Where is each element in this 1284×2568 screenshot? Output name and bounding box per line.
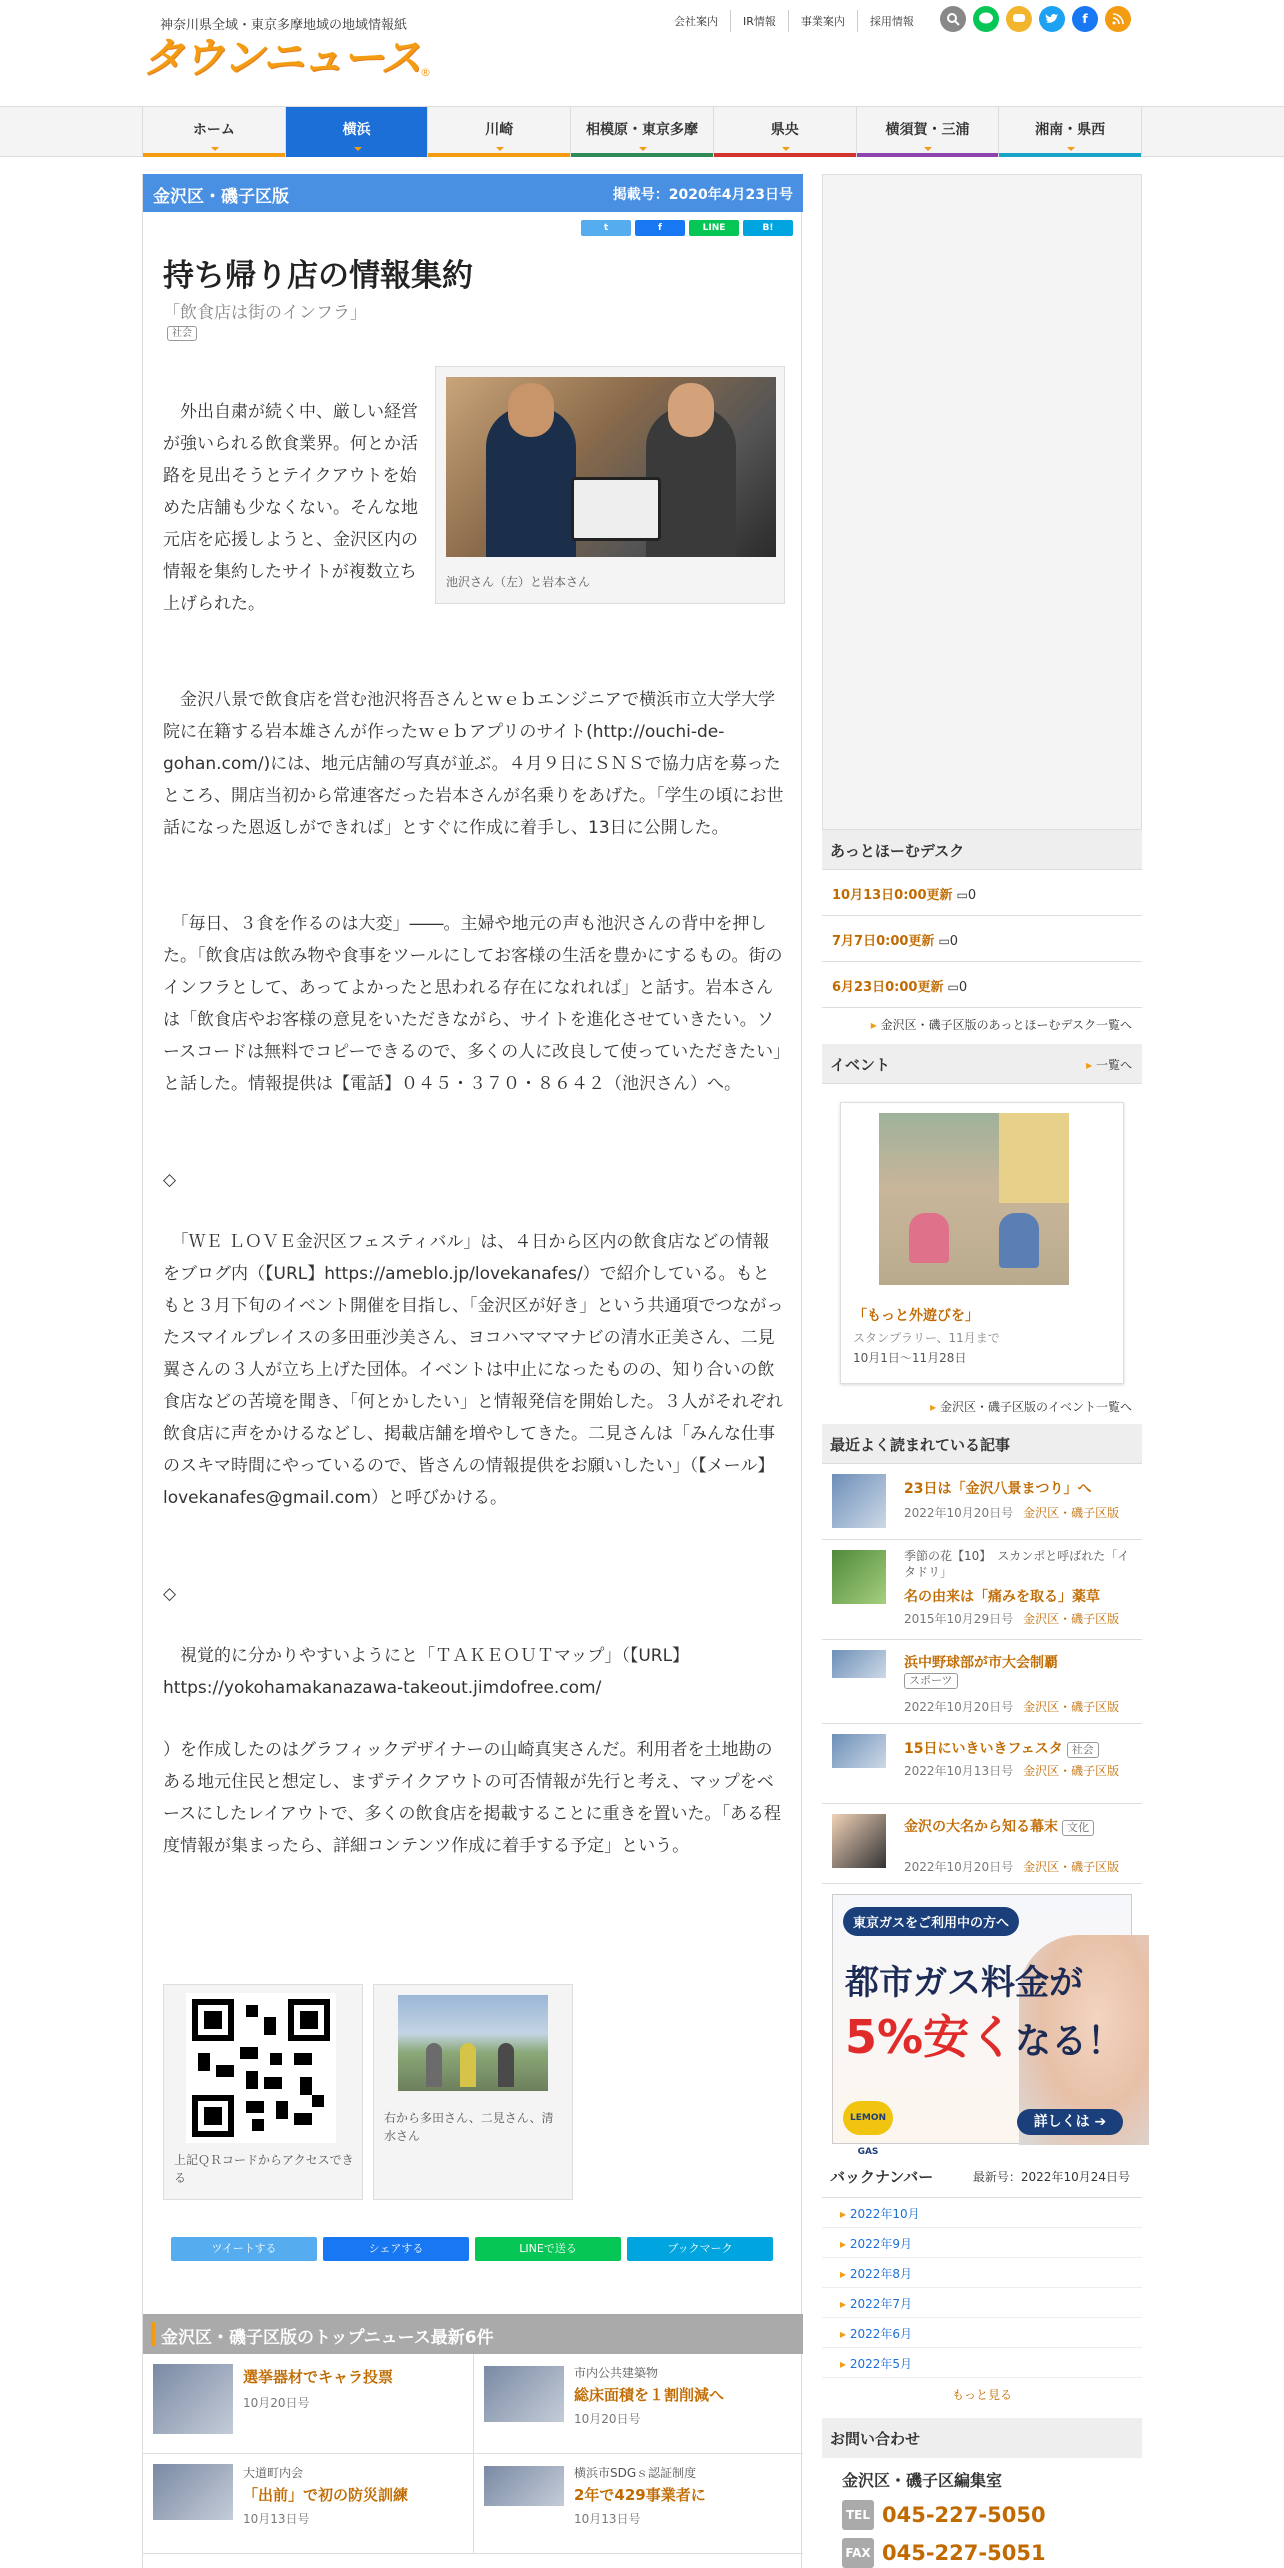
category-tag[interactable]: 社会 <box>167 326 197 341</box>
ranking-title <box>904 1652 1134 1689</box>
nav-shonan[interactable] <box>999 107 1142 157</box>
ranking-issue: 2022年10月20日号 <box>904 1860 1014 1874</box>
ranking-issue: 2022年10月13日号 <box>904 1764 1014 1778</box>
ranking-item[interactable] <box>822 1804 1142 1884</box>
ranking-title: 23日は「金沢八景まつり」へ <box>904 1481 1092 1497</box>
news-item[interactable] <box>143 2454 473 2554</box>
ranking-tag: 社会 <box>1067 1742 1099 1758</box>
link-recruit[interactable]: 採用情報 <box>869 15 914 28</box>
event-meta: スタンプラリー、11月まで <box>853 1331 1000 1345</box>
article-photo-box <box>435 366 785 604</box>
lemon-gas-logo: LEMON GAS <box>843 2101 893 2135</box>
backnumber-item[interactable]: ▸ 2022年6月 <box>822 2318 1142 2348</box>
comment-icon: ▭ <box>938 934 950 948</box>
gas-advertisement[interactable] <box>832 1894 1132 2157</box>
tel-label: TEL <box>842 2500 874 2530</box>
ad-headline-1: 都市ガス料金が <box>845 1963 1083 2003</box>
ranking-title-text: 金沢の大名から知る幕末 <box>904 1819 1058 1835</box>
figure <box>426 2043 442 2087</box>
atto-date: 6月23日0:00更新 <box>832 980 944 995</box>
ranking-thumbnail <box>832 1814 886 1868</box>
article-paragraph: 「ＷＥ ＬＯＶＥ金沢区フェスティバル」は、４日から区内の飲食店などの情報をブログ内（【URL】https://ameblo.jp/lovekanafes/）で紹介している。もともと３月下旬のイベント開催を目指し、「金沢区が好き」という共通項でつながったスマイルプレイスの多田亜沙美さん、ヨコハマママナビの清水正美さん、二見翼さんの３人が立ち上げた団体。イベントは中止になったものの、知り合いの飲食店などの苦境を聞き、「何とかしたい」と情報発信を開始した。３人がそれぞれ飲食店に声をかけるなどし、掲載店舗を増やしてきた。二見さんは「みんな仕事のスキマ時間にやっているので、皆さんの情報提供をお願いしたい」（【メール】lovekanafes@gmail.com）と呼びかける。 <box>163 1232 784 1508</box>
nav-home[interactable] <box>142 107 286 157</box>
twitter-icon[interactable] <box>1039 6 1065 32</box>
fax-label: FAX <box>842 2538 874 2568</box>
nav-kenou[interactable] <box>714 107 857 157</box>
child <box>909 1213 949 1263</box>
line-icon[interactable] <box>973 6 999 32</box>
ranking-heading <box>822 1424 1142 1464</box>
nav-color-bar <box>714 153 856 157</box>
tweet-button[interactable]: ツイートする <box>171 2237 317 2261</box>
chat-icon[interactable] <box>1006 6 1032 32</box>
ranking-title: 名の由来は「痛みを取る」薬草 <box>904 1589 1100 1605</box>
atto-date: 7月7日0:00更新 <box>832 934 935 949</box>
nav-label: ホーム <box>192 122 235 138</box>
ranking-edition: 金沢区・磯子区版 <box>1023 1700 1120 1714</box>
ranking-date <box>904 1610 1119 1627</box>
photo2-box <box>373 1984 573 2200</box>
ranking-edition: 金沢区・磯子区版 <box>1023 1764 1120 1778</box>
caret-icon <box>496 147 504 151</box>
line-send-button[interactable]: LINEで送る <box>475 2237 621 2261</box>
news-thumbnail <box>153 2464 233 2520</box>
article-paragraph: 金沢八景で飲食店を営む池沢将吾さんとｗｅｂエンジニアで横浜市立大学大学院に在籍する岩本雄さんが作ったｗｅｂアプリのサイト(http://ouchi-de-gohan.com/)には、地元店舗の写真が並ぶ。４月９日にＳＮＳで協力店を募ったところ、開店当初から常連客だった岩本さんが名乗りをあげた。「学生の頃にお世話になった恩返しができれば」とすぐに作成に着手し、13日に公開した。 <box>163 690 784 838</box>
contact-tel <box>842 2500 1046 2530</box>
tel-number[interactable]: 045-227-5050 <box>882 2503 1046 2527</box>
news-title: 2年で429事業者に <box>574 2486 706 2504</box>
news-thumbnail <box>153 2364 233 2434</box>
nav-sagamihara[interactable] <box>571 107 714 157</box>
news-item[interactable] <box>473 2354 803 2454</box>
caret-icon <box>639 147 647 151</box>
nav-color-bar <box>143 153 285 157</box>
event-photo <box>879 1113 1069 1285</box>
qr-code <box>186 1993 336 2143</box>
takeout-map-url[interactable]: https://yokohamakanazawa-takeout.jimdofree.com/ <box>163 1678 602 1698</box>
nav-color-bar <box>571 153 713 157</box>
comment-count: 0 <box>958 980 968 995</box>
child <box>999 1213 1039 1268</box>
news-title: 総床面積を１割削減へ <box>574 2386 725 2404</box>
photo2-caption: 右から多田さん、二見さん、清水さん <box>384 2111 554 2143</box>
atto-home-heading <box>822 830 1142 870</box>
social-icons <box>940 6 1131 32</box>
ranking-date <box>904 1698 1119 1715</box>
share-mini-bar <box>581 220 793 236</box>
ranking-tag: スポーツ <box>904 1673 958 1689</box>
atto-home-item[interactable] <box>822 870 1142 916</box>
news-kicker: 横浜市SDGｓ認証制度 <box>574 2466 697 2480</box>
site-tagline: 神奈川県全域・東京多摩地域の地域情報紙 <box>160 18 408 33</box>
event-dates: 10月1日～11月28日 <box>853 1351 967 1365</box>
publication-date: 掲載号：2020年4月23日号 <box>612 187 793 203</box>
edition-name: 金沢区・磯子区版 <box>153 187 289 207</box>
sidebar <box>822 174 1142 2568</box>
nav-color-bar <box>857 153 999 157</box>
comment-icon: ▭ <box>947 980 959 994</box>
atto-home-list-link[interactable]: ▸ 金沢区・磯子区版のあっとほーむデスク一覧へ <box>871 1016 1132 1033</box>
rss-icon[interactable] <box>1105 6 1131 32</box>
backnumber-item[interactable]: ▸ 2022年5月 <box>822 2348 1142 2378</box>
nav-label: 川崎 <box>485 122 514 138</box>
top-links <box>662 10 926 32</box>
ranking-heading-label: 最近よく読まれている記事 <box>830 1436 1011 1454</box>
ranking-edition: 金沢区・磯子区版 <box>1023 1612 1120 1626</box>
news-kicker: 大道町内会 <box>243 2466 304 2480</box>
event-more-link[interactable]: ▸ 一覧へ <box>1086 1056 1132 1073</box>
ranking-thumbnail <box>832 1734 886 1768</box>
nav-yokohama[interactable] <box>286 107 429 157</box>
ranking-title-text: 15日にいきいきフェスタ <box>904 1741 1063 1757</box>
ad-discount: 5%安く <box>845 2010 1016 2064</box>
share-twitter-mini[interactable]: t <box>581 220 631 236</box>
article-photo[interactable] <box>446 377 776 557</box>
ad-details-button[interactable]: 詳しくは ➔ <box>1017 2109 1123 2135</box>
person-right-head <box>668 383 714 437</box>
backnumber-more-link[interactable]: もっと見る <box>951 2388 1012 2402</box>
figure <box>460 2043 476 2087</box>
nav-label: 湘南・県西 <box>1035 122 1106 138</box>
site-header <box>0 0 1284 106</box>
figure <box>498 2043 514 2087</box>
facebook-share-button[interactable]: シェアする <box>323 2237 469 2261</box>
tree <box>999 1113 1069 1203</box>
comment-count: 0 <box>949 934 959 949</box>
person-left-head <box>508 383 554 437</box>
nav-color-bar <box>428 153 570 157</box>
logo-text: タウンニュース <box>142 33 420 82</box>
atto-home-heading-label: あっとほーむデスク <box>830 842 965 860</box>
nav-color-bar <box>999 153 1141 157</box>
atto-home-item[interactable] <box>822 916 1142 962</box>
event-title: 「もっと外遊びを」 <box>853 1308 979 1324</box>
news-thumbnail <box>484 2366 564 2422</box>
backnumber-item[interactable]: ▸ 2022年7月 <box>822 2288 1142 2318</box>
backnumber-item[interactable]: ▸ 2022年8月 <box>822 2258 1142 2288</box>
nav-yokosuka[interactable] <box>857 107 1000 157</box>
event-card[interactable] <box>840 1102 1124 1384</box>
caret-icon <box>1067 147 1075 151</box>
contact-heading: お問い合わせ <box>822 2418 1142 2458</box>
ad-badge: 東京ガスをご利用中の方へ <box>843 1907 1019 1936</box>
ranking-item[interactable] <box>822 1540 1142 1640</box>
ad-headline-2 <box>845 2001 1123 2067</box>
caret-icon <box>354 147 362 151</box>
share-buttons <box>171 2237 773 2261</box>
ranking-item[interactable] <box>822 1640 1142 1724</box>
comment-count: 0 <box>967 888 977 903</box>
nav-label: 横浜 <box>342 122 371 138</box>
news-date: 10月13日号 <box>243 2512 310 2526</box>
share-hatena-mini[interactable]: B! <box>743 220 793 236</box>
qr-box <box>163 1984 363 2200</box>
ranking-thumbnail <box>832 1550 886 1604</box>
news-title: 選挙器材でキャラ投票 <box>243 2368 394 2386</box>
facebook-icon[interactable]: f <box>1072 6 1098 32</box>
share-facebook-mini[interactable]: f <box>635 220 685 236</box>
ranking-date <box>904 1504 1119 1521</box>
event-heading <box>822 1044 1142 1084</box>
article-paragraph: 外出自粛が続く中、厳しい経営が強いられる飲食業界。何とか活路を見出そうとテイクアウトを始めた店舗も少なくない。そんな地元店を応援しようと、金沢区内の情報を集約したサイトが複数立ち上げられた。 <box>163 402 418 614</box>
top-news-heading: 金沢区・磯子区版のトップニュース最新6件 <box>143 2314 803 2354</box>
news-kicker: 市内公共建築物 <box>574 2366 659 2380</box>
ranking-title <box>904 1738 1134 1758</box>
atto-home-item[interactable] <box>822 962 1142 1008</box>
article-column <box>142 174 802 2568</box>
article-paragraph: 視覚的に分かりやすいようにと「ＴＡＫＥＯＵＴマップ」（【URL】 <box>163 1646 690 1666</box>
bookmark-button[interactable]: ブックマーク <box>627 2237 773 2261</box>
backnumber-heading <box>822 2154 1142 2198</box>
ranking-date <box>904 1762 1119 1779</box>
ranking-item[interactable] <box>822 1724 1142 1804</box>
site-logo[interactable] <box>142 34 432 82</box>
main-nav <box>0 106 1284 157</box>
ranking-issue: 2022年10月20日号 <box>904 1506 1014 1520</box>
search-icon[interactable] <box>940 6 966 32</box>
news-item[interactable] <box>143 2354 473 2454</box>
news-item[interactable] <box>473 2454 803 2554</box>
tablet <box>571 477 661 541</box>
ranking-date <box>904 1858 1119 1875</box>
ad-headline-rest: なる！ <box>1015 2021 1124 2062</box>
caret-icon <box>782 147 790 151</box>
ranking-issue: 2015年10月29日号 <box>904 1612 1014 1626</box>
link-company[interactable]: 会社案内 <box>662 10 731 32</box>
caret-icon <box>211 147 219 151</box>
photo2[interactable] <box>398 1995 548 2091</box>
ranking-title <box>904 1816 1134 1836</box>
share-line-mini[interactable]: LINE <box>689 220 739 236</box>
section-divider: ◇ <box>163 1170 177 1190</box>
ad-placeholder <box>822 174 1142 830</box>
news-date: 10月13日号 <box>574 2512 641 2526</box>
qr-caption: 上記ＱＲコードからアクセスできる <box>174 2153 354 2185</box>
fax-number: 045-227-5051 <box>882 2541 1046 2565</box>
article-paragraph: 「毎日、３食を作るのは大変」――。主婦や地元の声も池沢さんの背中を押した。「飲食店は飲み物や食事をツールにしてお客様の生活を豊かにするもの。街のインフラとして、あってよかったと思われる存在になれれば」と話す。岩本さんは「飲食店やお客様の意見をいただきながら、サイトを進化させていきたい。ソースコードは無料でコピーできるので、多くの人に改良して使っていただきたい」と話した。情報提供は【電話】０４５・３７０・８６４２（池沢さん）へ。 <box>163 914 783 1094</box>
contact-fax <box>842 2538 1046 2568</box>
logo-registered-mark: ® <box>420 66 431 79</box>
ranking-edition: 金沢区・磯子区版 <box>1023 1860 1120 1874</box>
article-title: 持ち帰り店の情報集約 <box>163 258 473 294</box>
ranking-item[interactable] <box>822 1464 1142 1540</box>
link-business[interactable]: 事業案内 <box>789 10 858 32</box>
backnumber-heading-label: バックナンバー <box>830 2168 934 2186</box>
nav-color-bar <box>286 153 428 157</box>
ranking-kicker: 季節の花【10】 スカンポと呼ばれた「イタドリ」 <box>904 1549 1130 1579</box>
latest-issue: 最新号：2022年10月24日号 <box>972 2170 1130 2184</box>
ranking-issue: 2022年10月20日号 <box>904 1700 1014 1714</box>
news-date: 10月20日号 <box>243 2396 310 2410</box>
ranking-tag: 文化 <box>1062 1820 1094 1836</box>
backnumber-item[interactable]: ▸ 2022年9月 <box>822 2228 1142 2258</box>
edition-bar <box>143 174 803 212</box>
contact-office-name: 金沢区・磯子区編集室 <box>842 2471 1003 2490</box>
nav-label: 横須賀・三浦 <box>885 122 970 138</box>
nav-kawasaki[interactable] <box>428 107 571 157</box>
comment-icon: ▭ <box>956 888 968 902</box>
photo-caption: 池沢さん（左）と岩本さん <box>446 575 591 589</box>
ranking-edition: 金沢区・磯子区版 <box>1023 1506 1120 1520</box>
event-heading-label: イベント <box>830 1056 891 1074</box>
nav-label: 県央 <box>770 122 799 138</box>
atto-date: 10月13日0:00更新 <box>832 888 953 903</box>
backnumber-item[interactable]: ▸ 2022年10月 <box>822 2198 1142 2228</box>
news-title: 「出前」で初の防災訓練 <box>243 2486 409 2504</box>
event-list-link[interactable]: ▸ 金沢区・磯子区版のイベント一覧へ <box>930 1398 1132 1415</box>
nav-label: 相模原・東京多摩 <box>586 122 699 138</box>
news-date: 10月20日号 <box>574 2412 641 2426</box>
ranking-thumbnail <box>832 1650 886 1678</box>
article-subtitle: 「飲食店は街のインフラ」 <box>163 303 367 323</box>
ranking-title-text: 浜中野球部が市大会制覇 <box>904 1655 1058 1671</box>
link-ir[interactable]: IR情報 <box>731 10 789 32</box>
article-paragraph: ）を作成したのはグラフィックデザイナーの山崎真実さんだ。利用者を土地勘のある地元住民と想定し、まずテイクアウトの可否情報が先行と考え、マップをベースにしたレイアウトで、多くの飲食店を掲載することに重きを置いた。「ある程度情報が集まったら、詳細コンテンツ作成に着手する予定」という。 <box>163 1740 781 1856</box>
ranking-thumbnail <box>832 1474 886 1528</box>
news-thumbnail <box>484 2466 564 2506</box>
caret-icon <box>924 147 932 151</box>
section-divider: ◇ <box>163 1584 177 1604</box>
